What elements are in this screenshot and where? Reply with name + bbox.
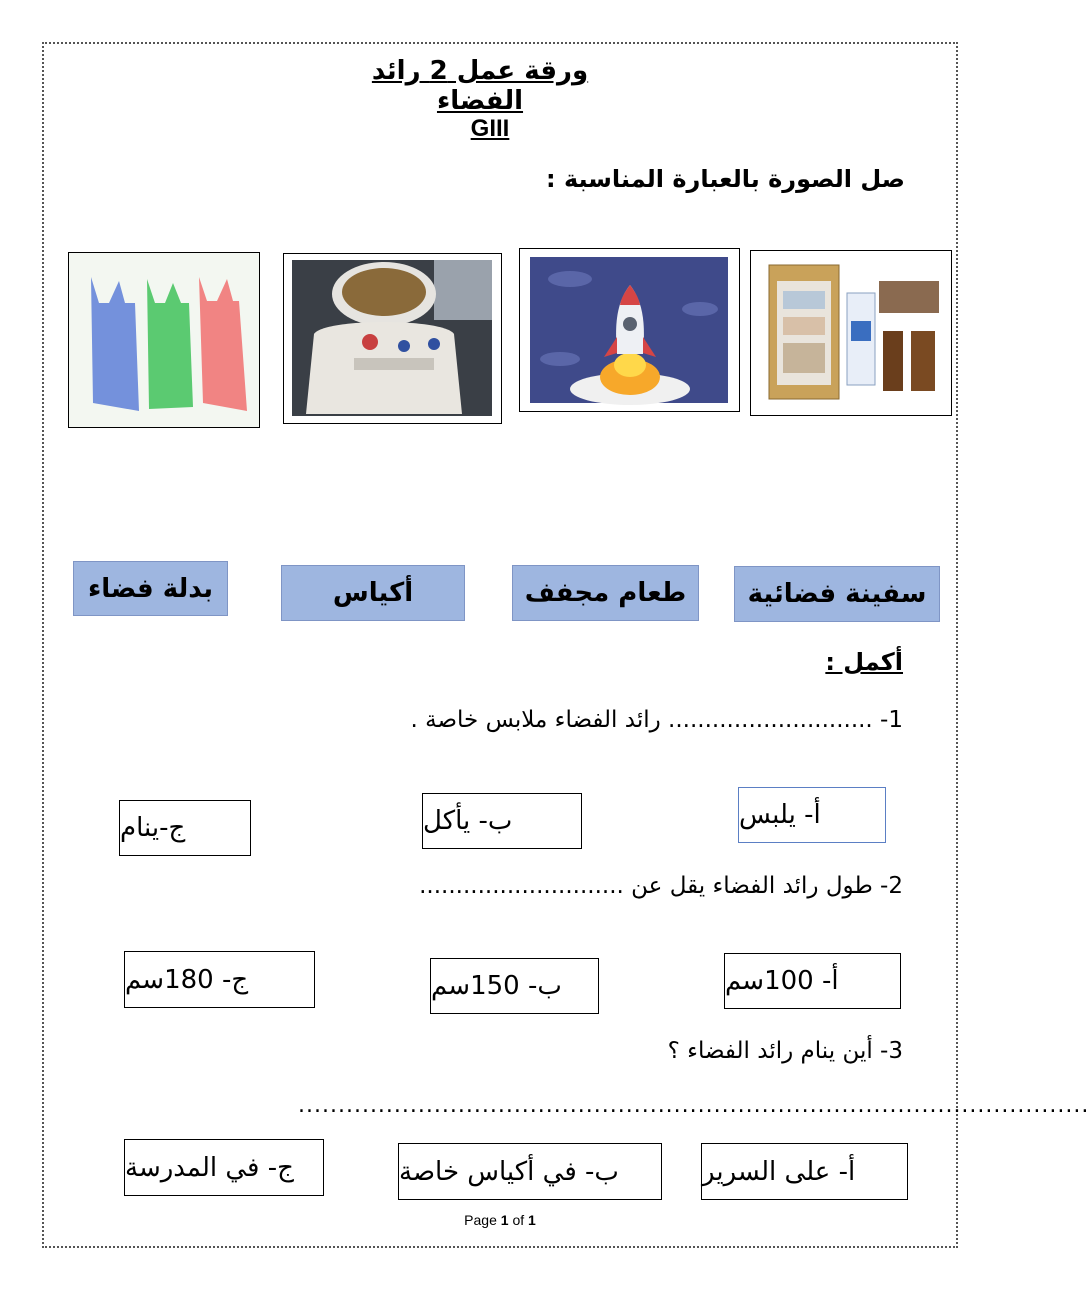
q1-option-a[interactable]: أ- يلبس xyxy=(738,787,886,843)
rocket-icon xyxy=(520,249,739,411)
astronaut-icon xyxy=(284,254,501,423)
question-1: 1- ............................ رائد الفضاء ملابس خاصة . xyxy=(410,707,903,733)
question-2: 2- طول رائد الفضاء يقل عن ............................ xyxy=(419,873,903,899)
rocket-image xyxy=(519,248,740,412)
bags-image xyxy=(68,252,260,428)
footer-total-pages: 1 xyxy=(528,1212,536,1228)
q3-option-c[interactable]: ج- في المدرسة xyxy=(124,1139,324,1196)
question-3: 3- أين ينام رائد الفضاء ؟ xyxy=(667,1038,903,1064)
plastic-bags-icon xyxy=(69,253,259,427)
page-footer xyxy=(430,1212,570,1228)
astronaut-image xyxy=(283,253,502,424)
q2-option-a[interactable]: أ- 100سم xyxy=(724,953,901,1009)
page-border xyxy=(42,42,1089,1248)
instruction-text: صل الصورة بالعبارة المناسبة : xyxy=(545,165,905,193)
label-spaceship[interactable]: سفينة فضائية xyxy=(734,566,940,622)
q1-option-c[interactable]: ج-ينام xyxy=(119,800,251,856)
label-bags[interactable]: أكياس xyxy=(281,565,465,621)
footer-of-word: of xyxy=(512,1212,525,1228)
dried-food-icon xyxy=(751,251,951,415)
complete-heading: أكمل : xyxy=(825,648,903,676)
q3-option-a[interactable]: أ- على السرير xyxy=(701,1143,908,1200)
footer-page-word: Page xyxy=(464,1212,497,1228)
q2-option-c[interactable]: ج- 180سم xyxy=(124,951,315,1008)
grade-label: GIII xyxy=(470,115,510,142)
label-space-suit[interactable]: بدلة فضاء xyxy=(73,561,228,616)
q2-option-b[interactable]: ب- 150سم xyxy=(430,958,599,1014)
answer-line[interactable]: ................................................................................................... xyxy=(298,1093,1089,1118)
food-image xyxy=(750,250,952,416)
worksheet-title: ورقة عمل 2 رائد الفضاء xyxy=(371,56,589,116)
label-dried-food[interactable]: طعام مجفف xyxy=(512,565,699,621)
footer-current-page: 1 xyxy=(500,1212,509,1228)
q1-option-b[interactable]: ب- يأكل xyxy=(422,793,582,849)
q3-option-b[interactable]: ب- في أكياس خاصة xyxy=(398,1143,662,1200)
